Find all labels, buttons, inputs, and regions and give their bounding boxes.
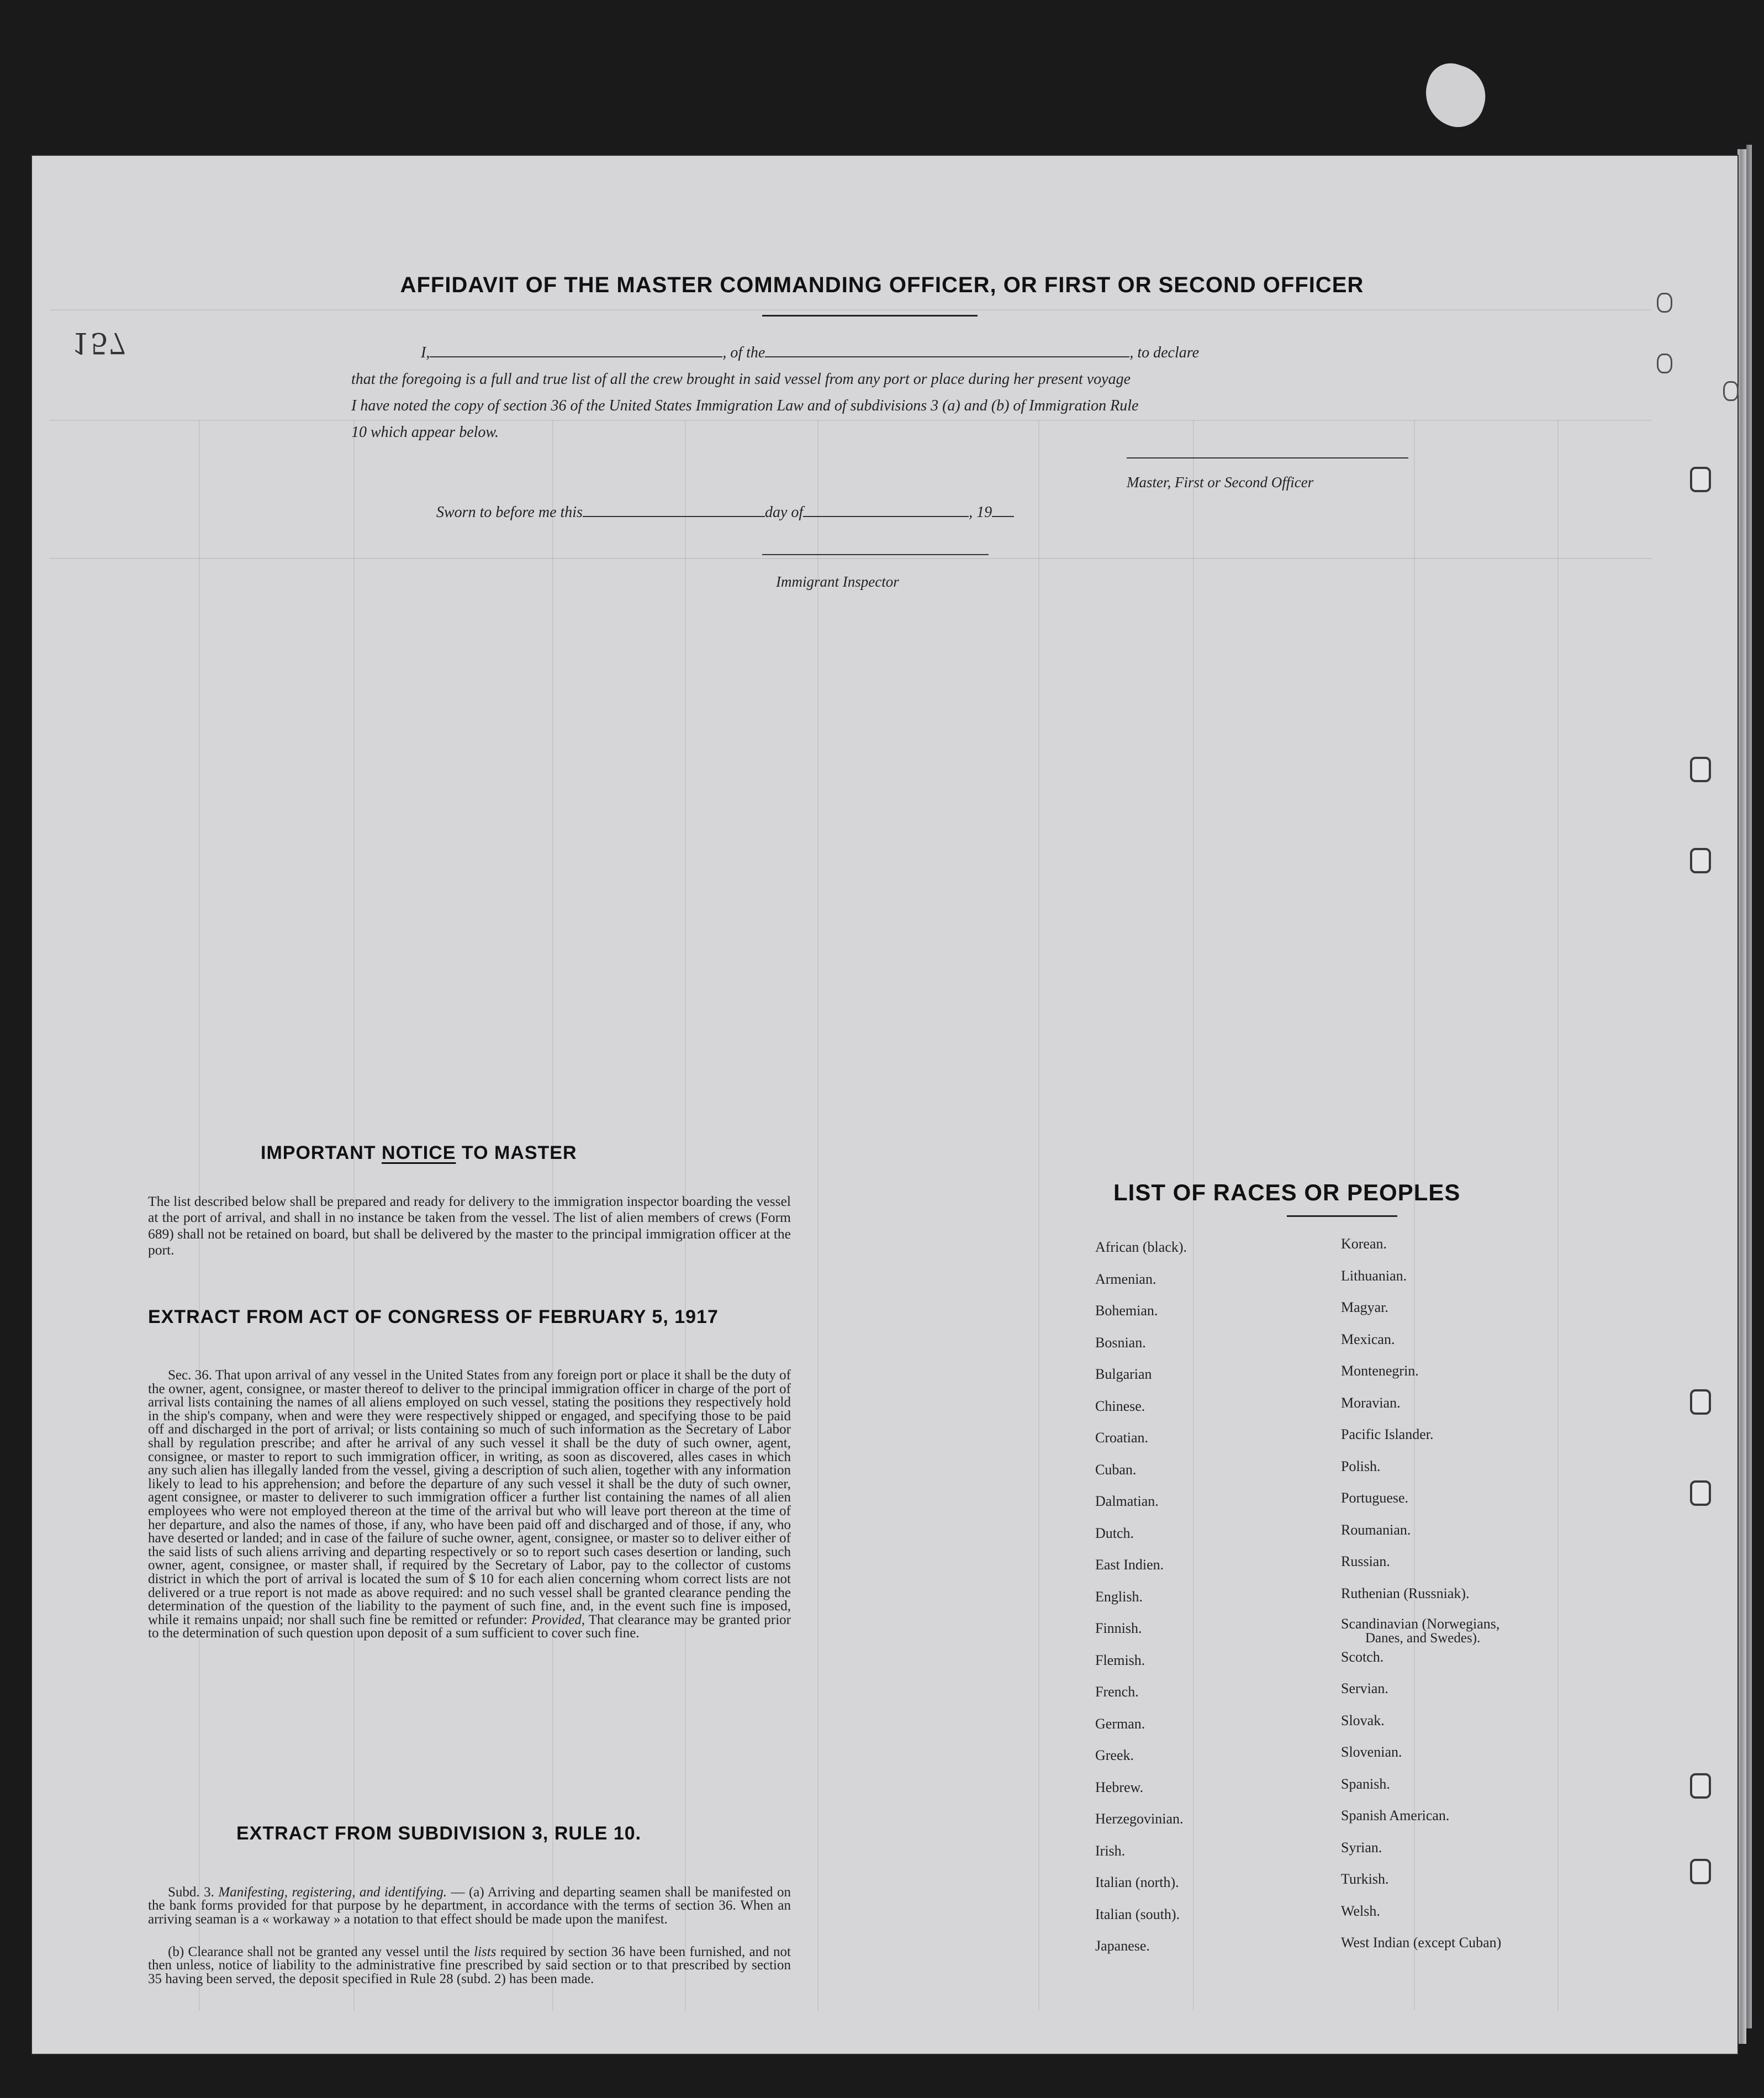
affidavit-title: AFFIDAVIT OF THE MASTER COMMANDING OFFICER, OR FIRST OR SECOND OFFICER: [400, 273, 1364, 297]
race-label: Cuban.: [1095, 1461, 1137, 1478]
ghost-row: [110, 1606, 1602, 1653]
race-label: French.: [1095, 1684, 1139, 1700]
ghost-row: [110, 725, 1602, 771]
sworn-day-field[interactable]: [583, 516, 765, 517]
signature-line[interactable]: [1127, 457, 1408, 458]
race-label: English.: [1095, 1588, 1143, 1605]
ghost-row: [110, 1699, 1602, 1746]
ghost-row: [110, 1746, 1602, 1792]
ghost-row: [110, 1282, 1602, 1328]
affidavit-line-3: I have noted the copy of section 36 of the United States Immigration Law and of subdivisions 3 (a) and (b) of Immigration Rule: [351, 397, 1139, 414]
race-label: Herzegovinian.: [1095, 1811, 1184, 1827]
ghost-rule: [50, 309, 1651, 310]
ghost-row: [110, 1050, 1602, 1096]
rule-text-part: — (a) Arriving and departing seamen shall be manifested on the bank forms provided for that purpose by he department, in accordance with the terms of section 36. When an arriving seaman is a « workaway » a notation to that effect should be made upon the manifest.: [148, 1885, 791, 1927]
inspector-signature-line[interactable]: [762, 554, 989, 555]
ghost-row: [110, 1142, 1602, 1189]
punch-hole: [1723, 381, 1739, 401]
ghost-row: [110, 818, 1602, 864]
ghost-row: [110, 1514, 1602, 1560]
race-label: Magyar.: [1341, 1299, 1388, 1315]
race-label: Italian (south).: [1095, 1906, 1180, 1922]
race-label: Dalmatian.: [1095, 1493, 1159, 1509]
sworn-label: Sworn to before me this: [436, 504, 583, 521]
ghost-row: [110, 864, 1602, 910]
race-label: Hebrew.: [1095, 1779, 1144, 1795]
ghost-row: [110, 1885, 1602, 1931]
punch-hole: [1657, 354, 1672, 373]
ghost-row: [110, 632, 1602, 678]
race-label: West Indian (except Cuban): [1341, 1934, 1502, 1951]
ghost-row: [110, 1653, 1602, 1699]
title-rule: [762, 315, 978, 317]
ghost-row: [110, 1792, 1602, 1838]
sworn-line: [436, 504, 1014, 521]
race-label: Spanish.: [1341, 1775, 1390, 1792]
officer-name-field[interactable]: [430, 356, 722, 357]
race-label: Greek.: [1095, 1747, 1134, 1763]
ghost-row: [110, 678, 1602, 725]
race-label: Dutch.: [1095, 1525, 1134, 1541]
page-stack-edge: [1737, 149, 1746, 2044]
ghost-manifest-rows: [110, 586, 1602, 1978]
act-text-part: Sec. 36. That upon arrival of any vessel in the United States from any foreign port or place it shall be the duty of the owner, agent, consignee, or master thereof to deliver to the principal immigration officer in charge of the port of arrival lists containing the names of all aliens employed on such vessel, stating the positions they respectively hold in the ship's company, when and were they were respectively shipped or engaged, and specifying those to be paid off and discharged in the port of arrival; or lists containing so much of such information as the Secretary of Labor shall by regulation prescribe; and after he arrival of any such vessel it shall be the duty of such owner, agent, consignee, or master to report to such immigration officer, in writing, as soon as discovered, alles cases in which any such alien has illegally landed from the vessel, giving a description of such alien, together with any information likely to lead to his apprehension; and before the departure of any such vessel it shall be the duty of such owner, agent consignee, or master to deliverer to such immigration officer a further list containing the names of all alien employees who were not employed thereon at the time of the arrival but who will leave port thereon at the time of her departure, and also the names of those, if any, who have been paid off and discharged and of those, if any, who have deserted or landed; and in case of the failure of suche owner, agent, consignee, or master so to deliver either of the said lists of such aliens arriving and departing respectively or so to report such cases desertion or landing, such owner, agent, consignee, or master shall, if required by the Secretary of Labor, pay to the collector of customs district in which the port of arrival is located the sum of $ 10 for each alien concerning whom correct lists are not delivered or a true report is not made as above required: and no such vessel shall be granted clearance pending the determination of the question of the liability to the payment of such fine, and, in the event such fine is imposed, while it remains unpaid; nor shall such fine be remitted or refunder:: [148, 1368, 791, 1627]
race-label: Italian (north).: [1095, 1874, 1179, 1890]
race-label-continuation: Danes, and Swedes).: [1365, 1631, 1481, 1646]
races-title: LIST OF RACES OR PEOPLES: [1113, 1179, 1461, 1205]
ghost-row: [110, 1003, 1602, 1050]
race-label: Lithuanian.: [1341, 1267, 1407, 1284]
notice-text: The list described below shall be prepared and ready for delivery to the immigration inspector boarding the vessel at the port of arrival, and shall in no instance be taken from the vessel. The list of alien members of crews (Form 689) shall not be retained on board, but shall be delivered by the master to the principal immigration officer at the port.: [148, 1193, 791, 1258]
ghost-row: [110, 1328, 1602, 1374]
race-label: Croatian.: [1095, 1430, 1149, 1446]
ghost-row: [110, 1560, 1602, 1606]
affidavit-line-4: 10 which appear below.: [351, 424, 499, 441]
act-text-part: , That clearance may be granted prior to the determination of such question upon deposit of a sum sufficient to cover such fine.: [148, 1612, 791, 1641]
race-label: Spanish American.: [1341, 1807, 1450, 1823]
race-label: Ruthenian (Russniak).: [1341, 1585, 1470, 1601]
ghost-rule: [50, 420, 1651, 421]
race-label: Armenian.: [1095, 1271, 1156, 1287]
race-label: Slovenian.: [1341, 1744, 1402, 1760]
race-label: Bohemian.: [1095, 1303, 1158, 1319]
ghost-row: [110, 957, 1602, 1003]
race-label: Russian.: [1341, 1553, 1390, 1569]
signature-label: Master, First or Second Officer: [1127, 474, 1314, 491]
race-label: Turkish.: [1341, 1871, 1389, 1887]
rule-text-part: Subd. 3.: [168, 1885, 219, 1900]
rule-text-part: (b) Clearance shall not be granted any vessel until the: [168, 1944, 474, 1959]
notice-heading-part: TO MASTER: [456, 1142, 577, 1163]
race-label: Irish.: [1095, 1842, 1126, 1859]
race-label: Chinese.: [1095, 1398, 1145, 1414]
ghost-rule: [50, 558, 1651, 559]
paper-fragment: [1417, 57, 1494, 134]
race-label: Korean.: [1341, 1236, 1387, 1252]
race-label: Moravian.: [1341, 1394, 1401, 1411]
race-label: Pacific Islander.: [1341, 1426, 1434, 1442]
race-label: Finnish.: [1095, 1620, 1142, 1636]
race-label: Montenegrin.: [1341, 1363, 1419, 1379]
punch-hole: [1690, 1480, 1711, 1506]
race-label: Slovak.: [1341, 1712, 1385, 1728]
ghost-row: [110, 586, 1602, 632]
ghost-row: [110, 1235, 1602, 1282]
affidavit-of-the: , of the: [722, 344, 765, 361]
race-label: Portuguese.: [1341, 1490, 1409, 1506]
ghost-row: [110, 1931, 1602, 1978]
race-label: Bulgarian: [1095, 1366, 1152, 1382]
punch-hole: [1690, 1389, 1711, 1415]
ghost-row: [110, 1189, 1602, 1235]
rule-text-italic: lists: [474, 1944, 497, 1959]
ghost-row: [110, 1467, 1602, 1514]
race-label: German.: [1095, 1715, 1145, 1732]
race-label: Flemish.: [1095, 1652, 1145, 1668]
race-label: Bosnian.: [1095, 1334, 1146, 1351]
punch-hole: [1690, 1859, 1711, 1884]
act-text-provided: Provided: [531, 1612, 582, 1627]
race-label: East Indien.: [1095, 1557, 1164, 1573]
ghost-row: [110, 771, 1602, 818]
race-label: Roumanian.: [1341, 1521, 1411, 1538]
affidavit-i: I,: [421, 344, 430, 361]
handwritten-page-number: 157: [72, 326, 127, 359]
year-label: , 19: [969, 504, 992, 521]
race-label: Welsh.: [1341, 1902, 1380, 1919]
punch-hole: [1690, 848, 1711, 873]
ghost-row: [110, 910, 1602, 957]
affidavit-line-1: [421, 344, 1199, 362]
punch-hole: [1690, 467, 1711, 492]
inspector-label: Immigrant Inspector: [776, 573, 899, 590]
vessel-name-field[interactable]: [765, 356, 1129, 357]
race-label: Scandinavian (Norwegians,: [1341, 1616, 1500, 1632]
punch-hole: [1690, 1773, 1711, 1799]
notice-heading-underlined: NOTICE: [382, 1142, 456, 1163]
race-label: Polish.: [1341, 1458, 1381, 1474]
race-label: Servian.: [1341, 1680, 1388, 1696]
sworn-year-field[interactable]: [992, 516, 1014, 517]
ghost-row: [110, 1838, 1602, 1885]
race-label: Syrian.: [1341, 1839, 1382, 1855]
punch-hole: [1690, 757, 1711, 782]
day-of-label: day of: [764, 504, 804, 521]
race-label: Japanese.: [1095, 1938, 1150, 1954]
affidavit-line-2: that the foregoing is a full and true list of all the crew brought in said vessel from any port or place during her present voyage: [351, 371, 1131, 388]
act-extract-heading: EXTRACT FROM ACT OF CONGRESS OF FEBRUARY 5, 1917: [148, 1306, 719, 1327]
race-label: Scotch.: [1341, 1648, 1384, 1665]
race-label: Mexican.: [1341, 1331, 1395, 1347]
notice-heading-part: IMPORTANT: [261, 1142, 382, 1163]
race-label: African (black).: [1095, 1239, 1187, 1255]
affidavit-to-declare: , to declare: [1129, 344, 1200, 361]
sworn-month-field[interactable]: [803, 516, 969, 517]
rule-extract-heading: EXTRACT FROM SUBDIVISION 3, RULE 10.: [236, 1823, 642, 1844]
rule-text-part: required by section 36 have been furnished, and not then unless, notice of liability to the administrative fine prescribed by said section or to that prescribed by section 35 having been served, the deposit specified in Rule 28 (subd. 2) has been made.: [148, 1944, 791, 1986]
rule-text-italic: Manifesting, registering, and identifying.: [218, 1885, 447, 1900]
page-stack-edge-back: [1746, 145, 1752, 2028]
ghost-row: [110, 1421, 1602, 1467]
ghost-row: [110, 1374, 1602, 1421]
ghost-row: [110, 1096, 1602, 1142]
